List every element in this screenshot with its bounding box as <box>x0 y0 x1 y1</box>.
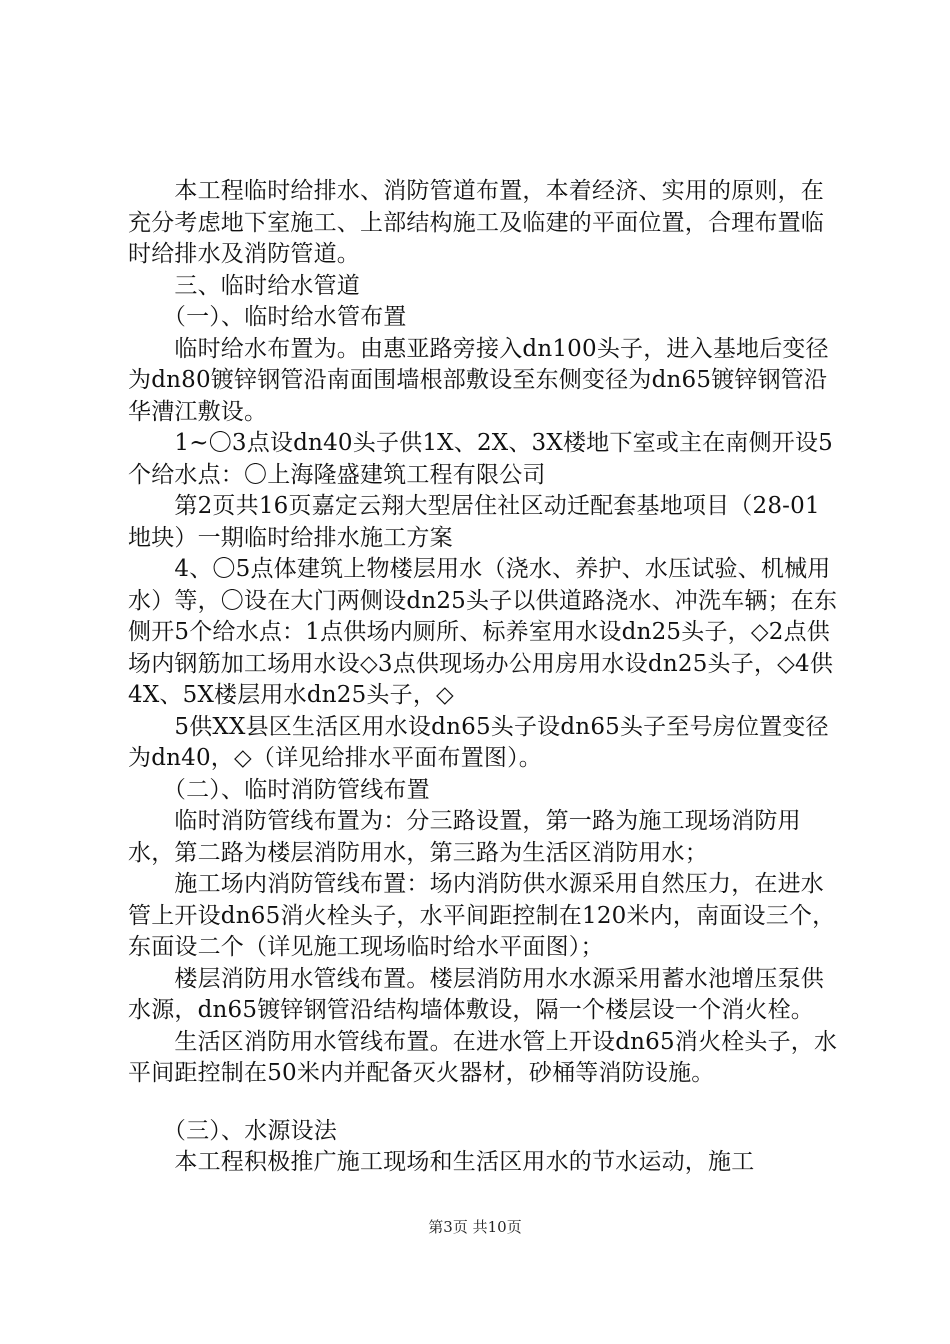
paragraph-floor-water: 4、〇5点体建筑上物楼层用水（浇水、养护、水压试验、机械用水）等，〇设在大门两侧设dn25头子以供道路浇水、冲洗车辆；在东侧开5个给水点：1点供场内厕所、标养室用水设dn25头子，◇2点供场内钢筋加工场用水设◇3点供现场办公用房用水设dn25头子，◇4供4X、5X楼层用水dn25头子，◇ <box>128 556 838 708</box>
paragraph-floor-fire-lines: 楼层消防用水管线布置。楼层消防用水水源采用蓄水池增压泵供水源，dn65镀锌钢管沿结构墙体敷设，隔一个楼层设一个消火栓。 <box>128 965 824 1023</box>
paragraph-fire-routes: 临时消防管线布置为：分三路设置，第一路为施工现场消防用水，第二路为楼层消防用水，第三路为生活区消防用水； <box>128 808 801 866</box>
paragraph-supply-layout: 临时给水布置为。由惠亚路旁接入dn100头子，进入基地后变径为dn80镀锌钢管沿南面围墙根部敷设至东侧变径为dn65镀锌钢管沿华漕江敷设。 <box>128 335 829 425</box>
paragraph-living-area-water: 5供XX县区生活区用水设dn65头子设dn65头子至号房位置变径为dn40，◇（详见给排水平面布置图）。 <box>128 713 829 771</box>
page-footer: 第3页 共10页 <box>428 1218 522 1236</box>
document-body <box>128 176 840 1179</box>
subsection-heading-fire-layout: （二）、临时消防管线布置 <box>128 776 430 803</box>
paragraph-water-saving: 本工程积极推广施工现场和生活区用水的节水运动，施工 <box>128 1149 755 1175</box>
subsection-heading-water-source: （三）、水源设法 <box>128 1117 337 1144</box>
paragraph-spacer <box>128 1090 840 1116</box>
paragraph-site-fire-lines: 施工场内消防管线布置：场内消防供水源采用自然压力，在进水管上开设dn65消火栓头子，水平间距控制在120米内，南面设三个，东面设二个（详见施工现场临时给水平面图）； <box>128 871 836 960</box>
paragraph-supply-points: 1~〇3点设dn40头子供1X、2X、3X楼地下室或主在南侧开设5个给水点：〇上海隆盛建筑工程有限公司 <box>128 430 833 488</box>
paragraph-page-header-text: 第2页共16页嘉定云翔大型居住社区动迁配套基地项目（28-01地块）一期临时给排水施工方案 <box>128 493 820 551</box>
section-heading-water-supply: 三、临时给水管道 <box>128 272 360 299</box>
subsection-heading-supply-layout: （一）、临时给水管布置 <box>128 304 407 330</box>
paragraph-living-fire-lines: 生活区消防用水管线布置。在进水管上开设dn65消火栓头子，水平间距控制在50米内并配备灭火器材，砂桶等消防设施。 <box>128 1028 838 1086</box>
paragraph-intro: 本工程临时给排水、消防管道布置，本着经济、实用的原则，在充分考虑地下室施工、上部结构施工及临建的平面位置，合理布置临时给排水及消防管道。 <box>128 178 824 267</box>
